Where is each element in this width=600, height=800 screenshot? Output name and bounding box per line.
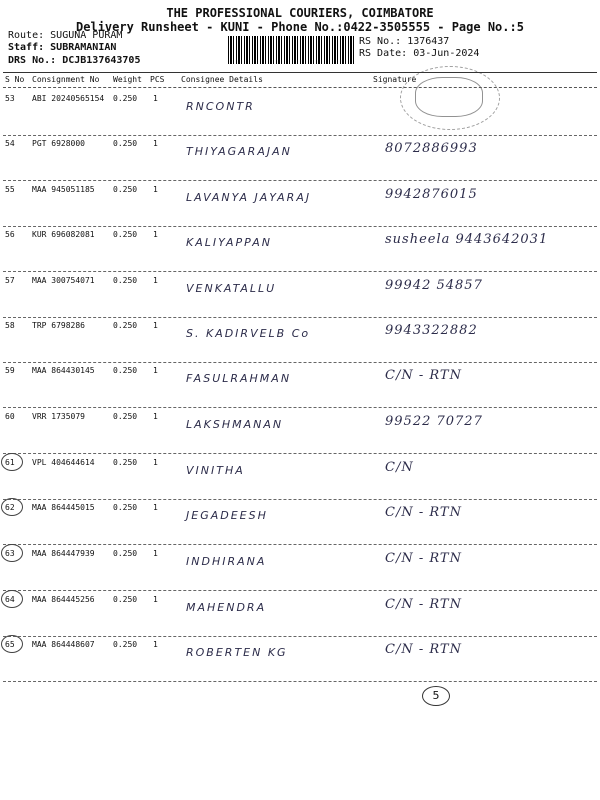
row-consignee-handwriting: VINITHA — [186, 464, 245, 477]
row-sno: 53 — [5, 94, 15, 103]
row-weight: 0.250 — [113, 366, 138, 375]
row-weight: 0.250 — [113, 185, 138, 194]
rs-date-label: RS Date: — [359, 48, 408, 59]
row-sno: 58 — [5, 321, 15, 330]
row-pcs: 1 — [153, 458, 158, 467]
row-consignment-no: VPL 404644614 — [32, 458, 95, 467]
row-pcs: 1 — [153, 94, 158, 103]
row-consignee-handwriting: KALIYAPPAN — [186, 236, 272, 249]
row-consignment-no: ABI 20240565154 — [32, 94, 105, 103]
row-signature-handwriting: 9942876015 — [385, 187, 478, 202]
table-row — [3, 454, 597, 500]
row-weight: 0.250 — [113, 276, 138, 285]
row-signature-handwriting: 9943322882 — [385, 323, 478, 338]
page-number-mark: 5 — [422, 686, 450, 706]
row-consignment-no: MAA 864445256 — [32, 595, 95, 604]
row-consignment-no: MAA 864448607 — [32, 640, 95, 649]
circled-number-mark — [1, 498, 23, 516]
row-consignee-handwriting: VENKATALLU — [186, 282, 277, 295]
row-pcs: 1 — [153, 185, 158, 194]
row-pcs: 1 — [153, 412, 158, 421]
row-consignee-handwriting: FASULRAHMAN — [186, 372, 292, 385]
row-consignee-handwriting: RNCONTR — [186, 100, 255, 113]
row-consignee-handwriting: S. KADIRVELB Co — [186, 327, 311, 340]
row-sno: 56 — [5, 230, 15, 239]
row-consignee-handwriting: ROBERTEN KG — [186, 646, 288, 659]
table-row — [3, 545, 597, 591]
col-sno: S No — [5, 75, 25, 84]
row-signature-handwriting: C/N - RTN — [385, 368, 462, 383]
drs-line — [8, 55, 140, 66]
row-sno: 55 — [5, 185, 15, 194]
table-row — [3, 317, 597, 363]
route-line — [8, 30, 122, 41]
table-row — [3, 272, 597, 318]
drs-value: DCJB137643705 — [62, 55, 141, 66]
table-row — [3, 499, 597, 545]
row-signature-handwriting: 99942 54857 — [385, 278, 483, 293]
row-consignment-no: MAA 945051185 — [32, 185, 95, 194]
route-label: Route: — [8, 30, 45, 41]
row-consignee-handwriting: MAHENDRA — [186, 601, 267, 614]
row-consignment-no: MAA 864430145 — [32, 366, 95, 375]
row-signature-handwriting: 99522 70727 — [385, 414, 483, 429]
row-consignment-no: TRP 6798286 — [32, 321, 85, 330]
row-weight: 0.250 — [113, 139, 138, 148]
row-consignment-no: KUR 696082081 — [32, 230, 95, 239]
row-weight: 0.250 — [113, 640, 138, 649]
row-signature-handwriting: 8072886993 — [385, 141, 478, 156]
drs-label: DRS No.: — [8, 55, 57, 66]
runsheet-title: Delivery Runsheet - KUNI - Phone No.:0422-3505555 - Page No.:5 — [76, 20, 524, 34]
staff-value: SUBRAMANIAN — [50, 42, 117, 53]
staff-line — [8, 42, 116, 53]
circled-number-mark — [1, 590, 23, 608]
rs-no-value: 1376437 — [407, 36, 450, 47]
circled-number-mark — [1, 635, 23, 653]
row-consignment-no: MAA 864447939 — [32, 549, 95, 558]
row-pcs: 1 — [153, 276, 158, 285]
row-consignee-handwriting: LAKSHMANAN — [186, 418, 284, 431]
circled-number-mark — [1, 453, 23, 471]
table-header — [3, 72, 597, 88]
col-signature: Signature — [373, 75, 417, 84]
company-title: THE PROFESSIONAL COURIERS, COIMBATORE — [166, 6, 434, 20]
row-signature-handwriting: susheela 9443642031 — [385, 232, 549, 247]
table-row — [3, 226, 597, 272]
row-pcs: 1 — [153, 321, 158, 330]
row-weight: 0.250 — [113, 595, 138, 604]
row-signature-handwriting: C/N - RTN — [385, 551, 462, 566]
row-signature-handwriting: C/N - RTN — [385, 505, 462, 520]
row-sno: 64 — [5, 595, 15, 604]
row-sno: 57 — [5, 276, 15, 285]
row-signature-handwriting: C/N - RTN — [385, 642, 462, 657]
row-pcs: 1 — [153, 549, 158, 558]
row-signature-handwriting: C/N - RTN — [385, 597, 462, 612]
row-pcs: 1 — [153, 366, 158, 375]
row-consignment-no: MAA 300754071 — [32, 276, 95, 285]
row-pcs: 1 — [153, 230, 158, 239]
row-sno: 61 — [5, 458, 15, 467]
row-weight: 0.250 — [113, 230, 138, 239]
row-weight: 0.250 — [113, 458, 138, 467]
rs-no-line — [359, 36, 449, 47]
table-row — [3, 636, 597, 682]
row-sno: 60 — [5, 412, 15, 421]
row-pcs: 1 — [153, 503, 158, 512]
table-row — [3, 408, 597, 454]
row-weight: 0.250 — [113, 412, 138, 421]
row-consignee-handwriting: LAVANYA JAYARAJ — [186, 191, 312, 204]
rs-no-label: RS No.: — [359, 36, 402, 47]
row-sno: 63 — [5, 549, 15, 558]
table-row — [3, 135, 597, 181]
row-pcs: 1 — [153, 595, 158, 604]
table-row — [3, 362, 597, 408]
table-row — [3, 181, 597, 227]
col-consignment: Consignment No — [32, 75, 100, 84]
row-consignee-handwriting: JEGADEESH — [186, 509, 268, 522]
col-weight: Weight — [113, 75, 142, 84]
table-row — [3, 591, 597, 637]
barcode-image — [228, 36, 354, 64]
row-sno: 54 — [5, 139, 15, 148]
col-consignee: Consignee Details — [181, 75, 263, 84]
row-pcs: 1 — [153, 139, 158, 148]
rs-date-line — [359, 48, 479, 59]
row-consignment-no: MAA 864445015 — [32, 503, 95, 512]
route-value: SUGUNA PURAM — [50, 30, 123, 41]
row-weight: 0.250 — [113, 549, 138, 558]
rs-date-value: 03-Jun-2024 — [413, 48, 480, 59]
row-weight: 0.250 — [113, 321, 138, 330]
row-consignee-handwriting: THIYAGARAJAN — [186, 145, 292, 158]
row-weight: 0.250 — [113, 503, 138, 512]
col-pcs: PCS — [150, 75, 165, 84]
row-consignee-handwriting: INDHIRANA — [186, 555, 267, 568]
row-sno: 65 — [5, 640, 15, 649]
table-row — [3, 90, 597, 136]
row-pcs: 1 — [153, 640, 158, 649]
row-weight: 0.250 — [113, 94, 138, 103]
row-consignment-no: PGT 6928000 — [32, 139, 85, 148]
staff-label: Staff: — [8, 42, 45, 53]
row-signature-handwriting: C/N — [385, 460, 414, 475]
row-sno: 62 — [5, 503, 15, 512]
circled-number-mark — [1, 544, 23, 562]
row-consignment-no: VRR 1735079 — [32, 412, 85, 421]
row-sno: 59 — [5, 366, 15, 375]
